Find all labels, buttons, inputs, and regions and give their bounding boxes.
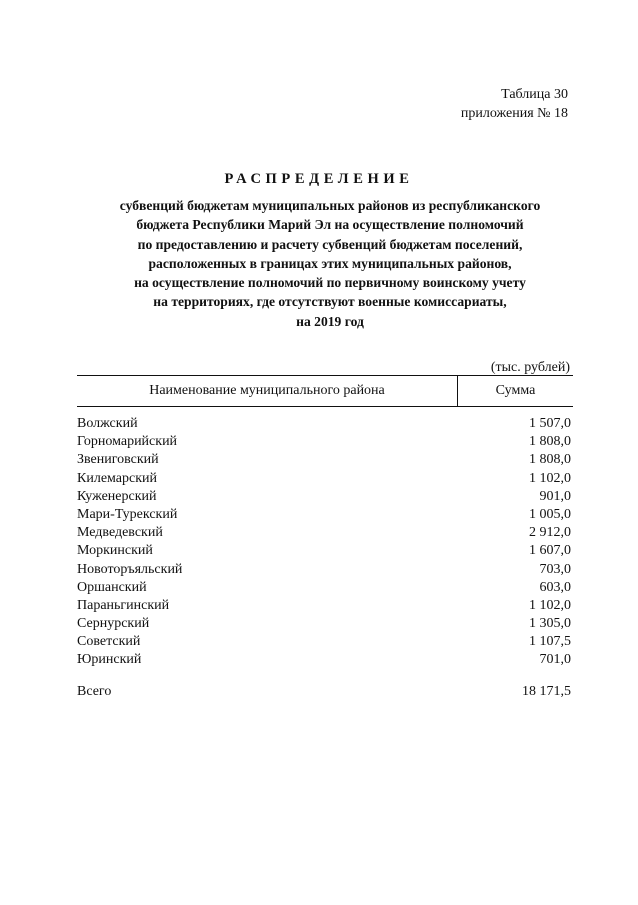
district-sum: 1 808,0	[529, 452, 571, 468]
district-name: Новоторъяльский	[77, 561, 183, 577]
district-name: Оршанский	[77, 579, 147, 595]
district-name: Сернурский	[77, 616, 150, 632]
district-name: Горномарийский	[77, 434, 178, 450]
table-row	[77, 651, 573, 669]
district-name: Медведевский	[77, 525, 163, 541]
district-name: Моркинский	[77, 543, 153, 559]
table-body	[77, 415, 573, 670]
table-row	[77, 470, 573, 488]
district-sum: 603,0	[539, 579, 571, 595]
column-header-name: Наименование муниципального района	[77, 376, 458, 406]
table-row	[77, 579, 573, 597]
document-subtitle	[40, 196, 620, 331]
district-sum: 1 107,5	[529, 634, 571, 650]
district-name: Волжский	[77, 416, 138, 431]
table-total-row	[77, 683, 573, 701]
district-sum: 901,0	[539, 488, 571, 504]
table-row	[77, 524, 573, 542]
subtitle-line: бюджета Республики Марий Эл на осуществление полномочий	[136, 217, 524, 233]
district-sum: 2 912,0	[529, 525, 571, 541]
table-header	[77, 375, 573, 407]
table-row	[77, 633, 573, 651]
table-row	[77, 542, 573, 560]
subtitle-line: на осуществление полномочий по первичному воинскому учету	[134, 275, 526, 291]
table-row	[77, 415, 573, 433]
subtitle-line: по предоставлению и расчету субвенций бюджетам поселений,	[137, 236, 523, 252]
district-name: Юринский	[77, 652, 142, 668]
district-sum: 1 102,0	[529, 597, 571, 613]
subtitle-line: на 2019 год	[296, 313, 364, 329]
appendix-reference: приложения № 18	[460, 106, 568, 121]
table-row	[77, 615, 573, 633]
subtitle-line: субвенций бюджетам муниципальных районов из республиканского	[119, 198, 541, 213]
table-row	[77, 433, 573, 451]
district-sum: 1 607,0	[529, 543, 571, 559]
units-label: (тыс. рублей)	[490, 360, 570, 375]
district-sum: 1 305,0	[529, 616, 571, 632]
district-sum: 1 005,0	[529, 506, 571, 522]
district-sum: 1 808,0	[529, 434, 571, 450]
total-sum: 18 171,5	[522, 684, 571, 699]
table-row	[77, 561, 573, 579]
total-label: Всего	[77, 684, 112, 699]
column-header-sum: Сумма	[495, 383, 536, 398]
district-sum: 1 102,0	[529, 470, 571, 486]
district-name: Куженерский	[77, 488, 157, 504]
document-title: РАСПРЕДЕЛЕНИЕ	[224, 171, 414, 187]
district-sum: 701,0	[539, 652, 571, 668]
subtitle-line: расположенных в границах этих муниципальных районов,	[148, 255, 512, 271]
district-name: Килемарский	[77, 470, 158, 486]
table-reference: Таблица 30	[501, 87, 568, 102]
table-row	[77, 506, 573, 524]
table-row	[77, 488, 573, 506]
district-name: Советский	[77, 634, 141, 650]
district-name: Мари-Турекский	[77, 506, 178, 522]
table-row	[77, 451, 573, 469]
table-row	[77, 597, 573, 615]
district-sum: 703,0	[539, 561, 571, 577]
district-name: Звениговский	[77, 452, 159, 468]
district-name: Параньгинский	[77, 597, 170, 613]
subtitle-line: на территориях, где отсутствуют военные комиссариаты,	[153, 294, 507, 310]
district-sum: 1 507,0	[529, 416, 571, 431]
